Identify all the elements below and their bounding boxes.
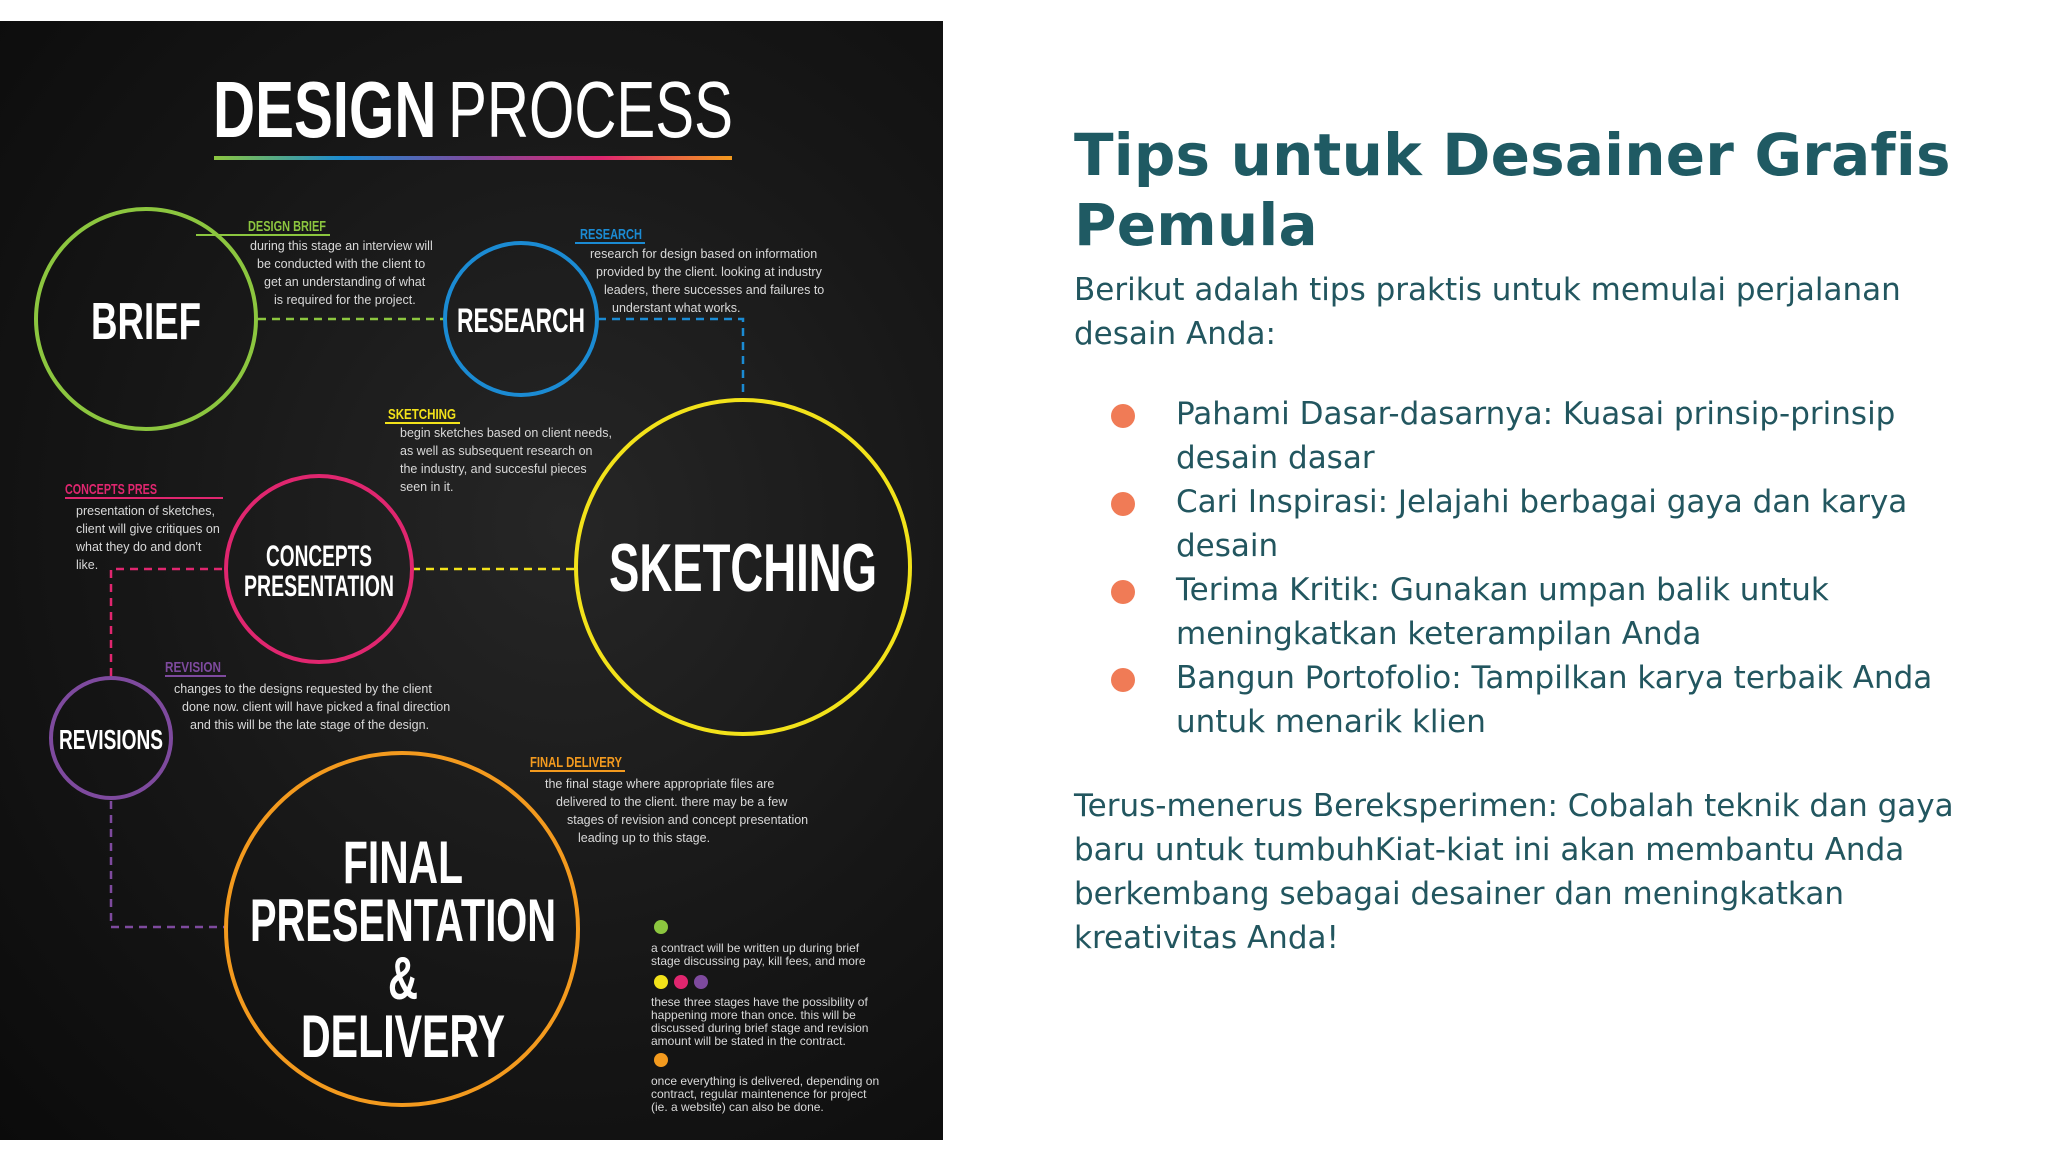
bullet-dot-icon bbox=[1111, 580, 1135, 604]
legend-note-line: discussed during brief stage and revision bbox=[651, 1021, 869, 1035]
research-circle-label: RESEARCH bbox=[457, 302, 585, 340]
research-desc-line: provided by the client. looking at industry bbox=[596, 265, 822, 279]
sketching-tag: SKETCHING bbox=[388, 406, 456, 423]
tip-text: Pahami Dasar-dasarnya: Kuasai prinsip-prinsip desain dasar bbox=[1176, 396, 1896, 476]
tip-text: Bangun Portofolio: Tampilkan karya terbaik Anda untuk menarik klien bbox=[1176, 660, 1933, 740]
concepts-desc-line: presentation of sketches, bbox=[76, 504, 215, 518]
revisions-desc-line: done now. client will have picked a final direction bbox=[182, 700, 451, 714]
concepts-desc-line: client will give critiques on bbox=[76, 522, 220, 536]
final-desc-line: stages of revision and concept presentation bbox=[567, 813, 809, 827]
tip-text: Terima Kritik: Gunakan umpan balik untuk meningkatkan keterampilan Anda bbox=[1176, 572, 1829, 652]
legend-note-line: once everything is delivered, depending on bbox=[651, 1074, 880, 1088]
brief-description bbox=[250, 239, 433, 307]
final-desc-line: delivered to the client. there may be a few bbox=[556, 795, 788, 809]
design-process-infographic bbox=[0, 21, 943, 1140]
sketching-desc-line: seen in it. bbox=[400, 480, 454, 494]
legend-note-line: (ie. a website) can also be done. bbox=[651, 1100, 824, 1114]
final-circle-label-line4: DELIVERY bbox=[301, 1003, 505, 1070]
legend-dot-purple bbox=[694, 975, 708, 989]
research-tag: RESEARCH bbox=[580, 226, 642, 243]
legend-dot-orange bbox=[654, 1053, 668, 1067]
final-circle-label-line1: FINAL bbox=[343, 829, 463, 896]
revisions-description bbox=[174, 682, 450, 732]
connector-revisions-final bbox=[111, 801, 226, 927]
concepts-circle-label-line2: PRESENTATION bbox=[244, 570, 394, 603]
legend-note-line: contract, regular maintenence for project bbox=[651, 1087, 867, 1101]
legend-note-line: these three stages have the possibility of bbox=[651, 995, 868, 1009]
final-circle-label-line2: PRESENTATION bbox=[250, 887, 556, 954]
tips-intro: Berikut adalah tips praktis untuk memulai perjalanan desain Anda: bbox=[1074, 272, 1901, 352]
revisions-circle-label: REVISIONS bbox=[59, 724, 163, 755]
sketching-desc-line: the industry, and succesful pieces bbox=[400, 462, 587, 476]
final-tag: FINAL DELIVERY bbox=[530, 754, 622, 771]
research-desc-line: understant what works. bbox=[612, 301, 741, 315]
concepts-circle-label-line1: CONCEPTS bbox=[266, 540, 372, 573]
bullet-dot-icon bbox=[1111, 404, 1135, 428]
final-desc-line: the final stage where appropriate files are bbox=[545, 777, 775, 791]
infographic-canvas bbox=[0, 21, 943, 1140]
legend-dot-pink bbox=[674, 975, 688, 989]
legend-note-line: a contract will be written up during brief bbox=[651, 941, 860, 955]
tips-list bbox=[1074, 392, 1974, 744]
poster-title-light: PROCESS bbox=[448, 65, 840, 154]
legend-dot-green bbox=[654, 920, 668, 934]
sketching-desc-line: begin sketches based on client needs, bbox=[400, 426, 612, 440]
legend-dot-yellow bbox=[654, 975, 668, 989]
title-underline bbox=[214, 156, 732, 160]
legend bbox=[651, 920, 879, 1114]
poster-title-bold: DESIGN bbox=[213, 65, 520, 154]
tip-item bbox=[1074, 656, 1974, 744]
tips-outro: Terus-menerus Bereksperimen: Cobalah teknik dan gaya baru untuk tumbuhKiat-kiat ini akan membantu Anda berkembang sebagai desainer dan meningkatkan kreativitas Anda! bbox=[1074, 788, 1954, 956]
brief-desc-line: get an understanding of what bbox=[264, 275, 426, 289]
concepts-desc-line: like. bbox=[76, 558, 99, 572]
brief-desc-line: is required for the project. bbox=[274, 293, 416, 307]
tip-item bbox=[1074, 480, 1974, 568]
revisions-desc-line: and this will be the late stage of the design. bbox=[190, 718, 430, 732]
sketching-circle-label: SKETCHING bbox=[609, 530, 877, 606]
brief-circle-label: BRIEF bbox=[91, 293, 201, 351]
final-description bbox=[545, 777, 808, 845]
concepts-tag: CONCEPTS PRES bbox=[65, 481, 157, 498]
research-description bbox=[590, 247, 824, 315]
brief-desc-line: be conducted with the client to bbox=[257, 257, 426, 271]
connector-research-sketching bbox=[598, 319, 743, 393]
research-desc-line: research for design based on information bbox=[590, 247, 818, 261]
tips-title: Tips untuk Desainer Grafis Pemula bbox=[1074, 121, 1951, 259]
revisions-tag: REVISION bbox=[165, 659, 221, 676]
legend-note-line: happening more than once. this will be bbox=[651, 1008, 856, 1022]
sketching-desc-line: as well as subsequent research on bbox=[400, 444, 593, 458]
final-circle-label-line3: & bbox=[388, 945, 418, 1012]
tips-panel bbox=[1074, 120, 1974, 960]
legend-note-line: amount will be stated in the contract. bbox=[651, 1034, 846, 1048]
final-desc-line: leading up to this stage. bbox=[578, 831, 711, 845]
revisions-desc-line: changes to the designs requested by the client bbox=[174, 682, 432, 696]
bullet-dot-icon bbox=[1111, 492, 1135, 516]
brief-desc-line: during this stage an interview will bbox=[250, 239, 433, 253]
tip-text: Cari Inspirasi: Jelajahi berbagai gaya dan karya desain bbox=[1176, 484, 1908, 564]
bullet-dot-icon bbox=[1111, 668, 1135, 692]
poster-title bbox=[213, 65, 840, 154]
legend-note-line: stage discussing pay, kill fees, and more bbox=[651, 954, 866, 968]
brief-tag: DESIGN BRIEF bbox=[248, 218, 326, 235]
tip-item bbox=[1074, 392, 1974, 480]
concepts-description bbox=[75, 504, 220, 572]
sketching-description bbox=[400, 426, 612, 494]
concepts-desc-line: what they do and don't bbox=[76, 540, 202, 554]
research-desc-line: leaders, there successes and failures to bbox=[604, 283, 825, 297]
tip-item bbox=[1074, 568, 1974, 656]
